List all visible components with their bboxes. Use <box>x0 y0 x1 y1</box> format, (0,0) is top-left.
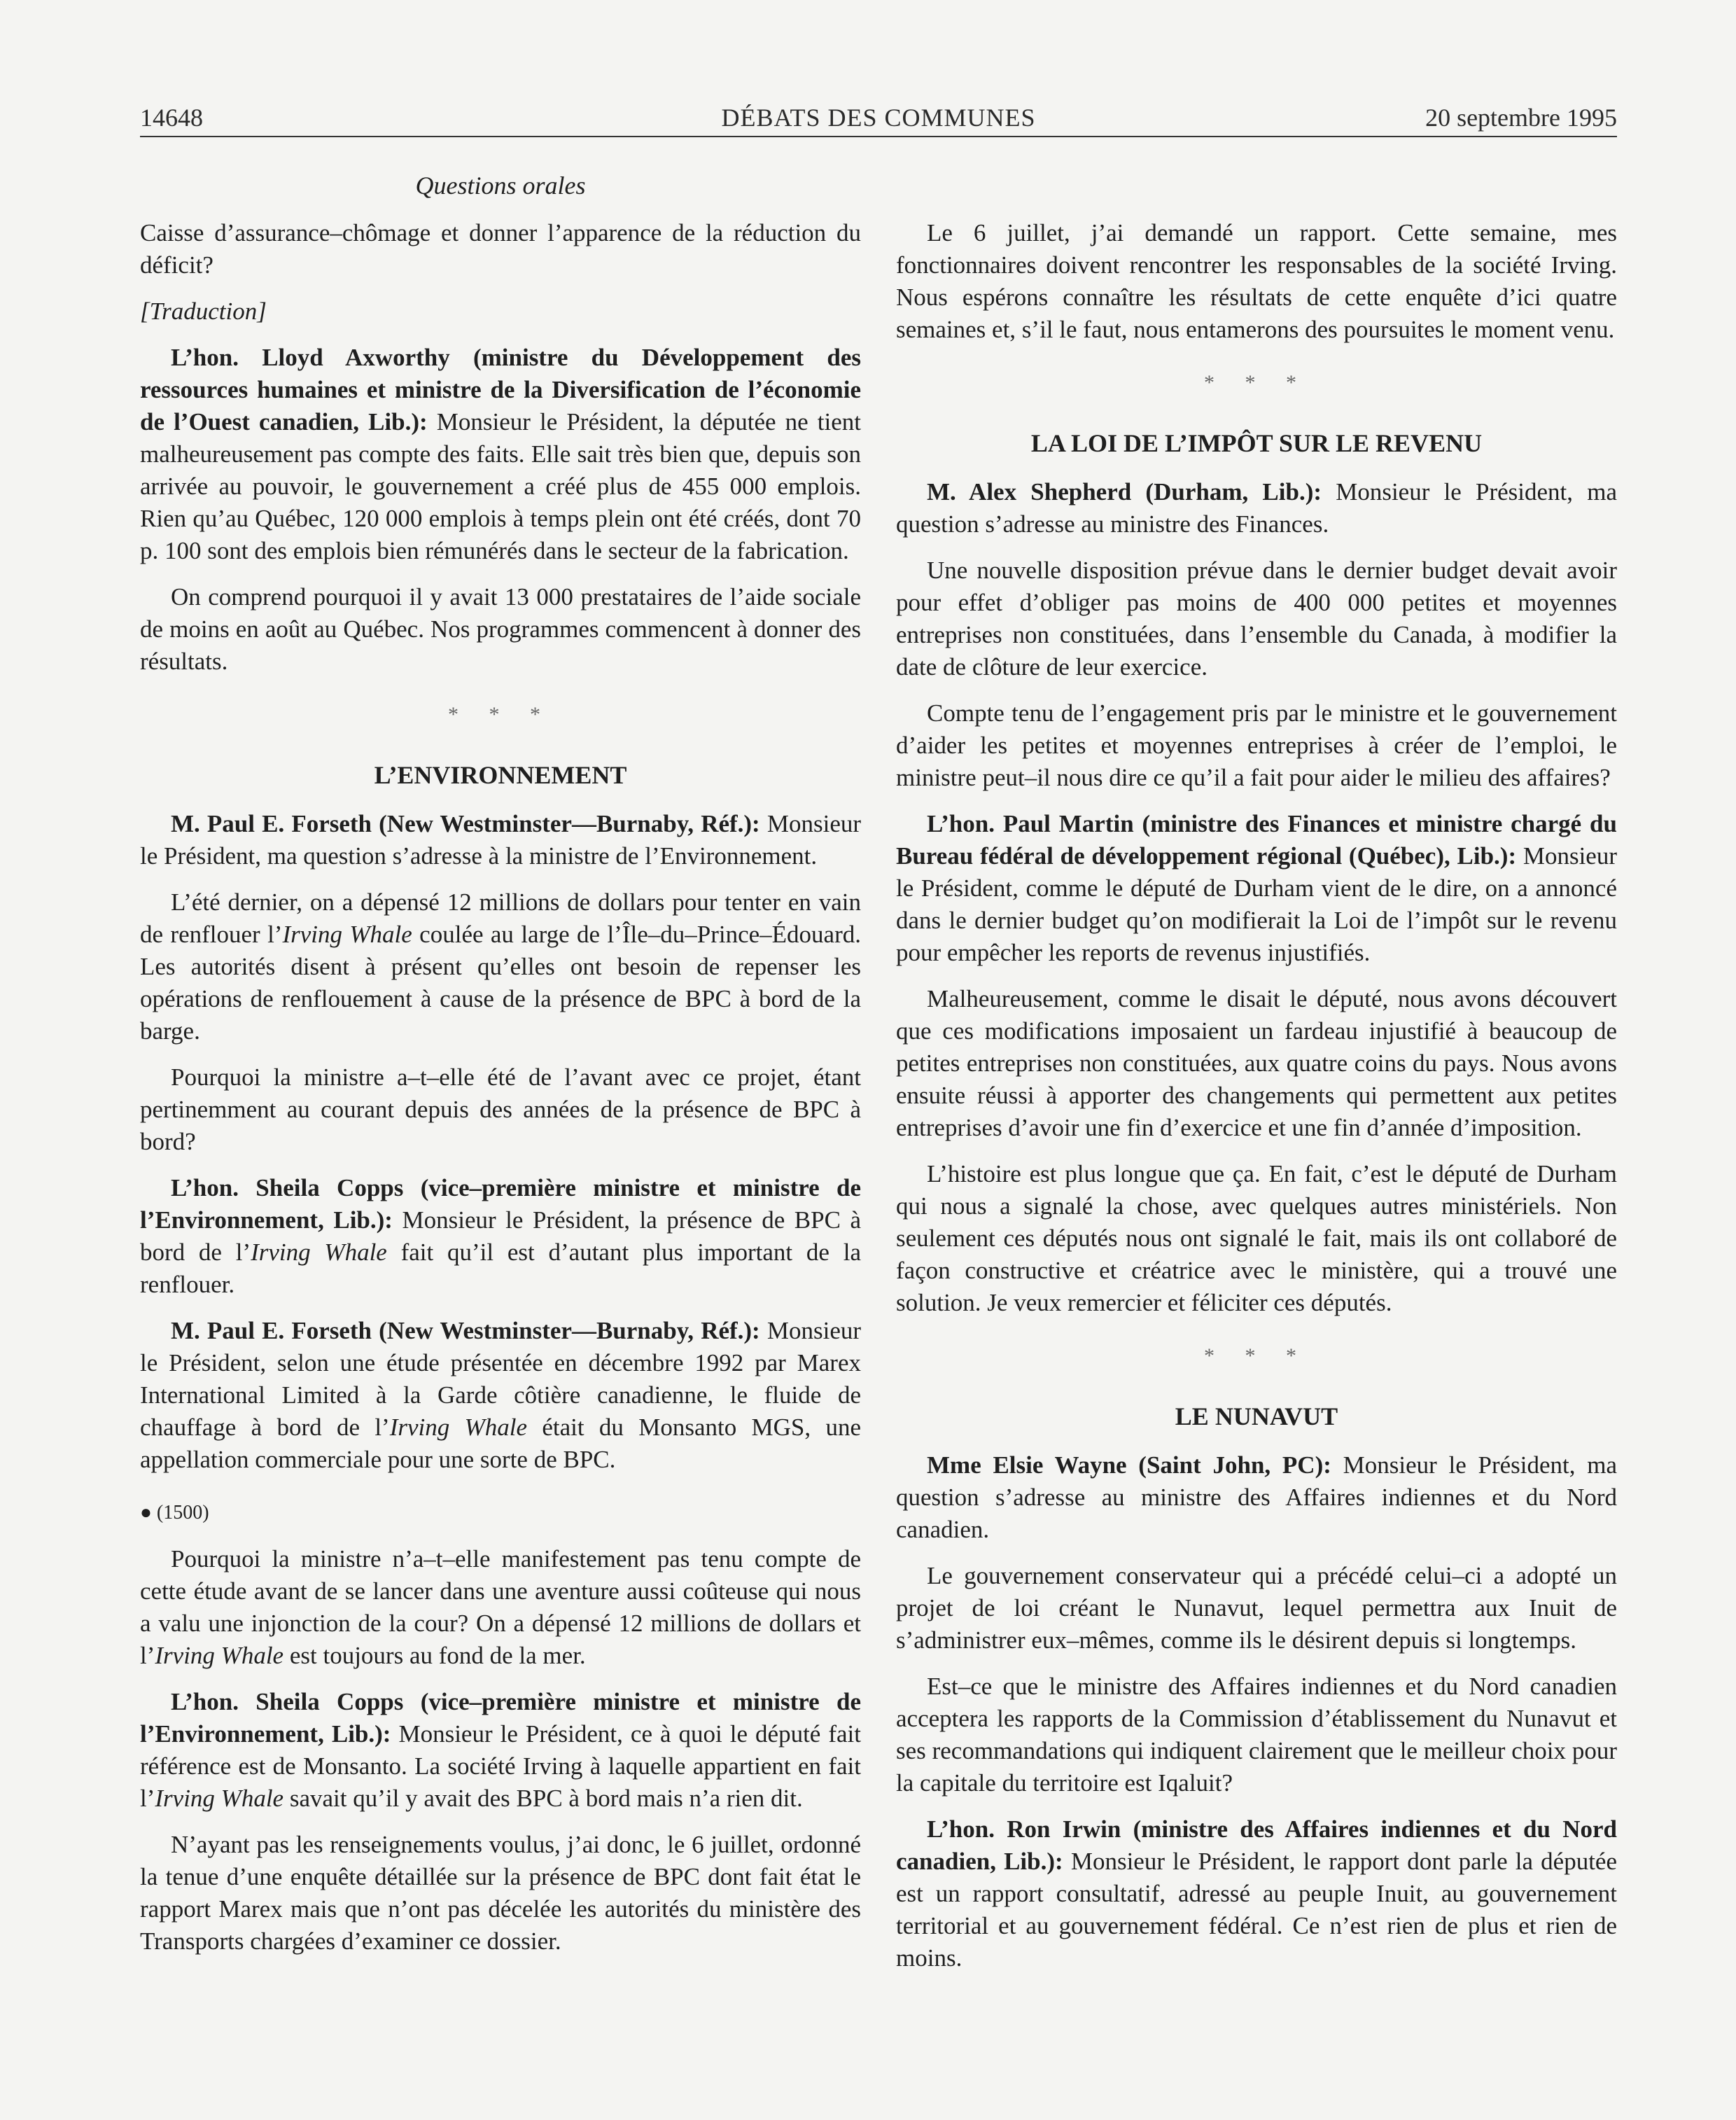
publication-title: DÉBATS DES COMMUNES <box>721 104 1036 132</box>
paragraph: M. Paul E. Forseth (New Westminster—Burnaby, Réf.): Monsieur le Président, ma question s’adresse à la ministre de l’Environnement. <box>140 810 862 870</box>
section-heading: LE NUNAVUT <box>1175 1402 1338 1430</box>
paragraph: Caisse d’assurance–chômage et donner l’apparence de la réduction du déficit? <box>140 219 861 279</box>
ship-name: Irving Whale <box>282 921 412 948</box>
speaker: Mme Elsie Wayne (Saint John, PC): <box>927 1451 1331 1479</box>
paragraph: L’histoire est plus longue que ça. En fait, c’est le député de Durham qui nous a signalé la chose, avec quelques autres ministériels. Non seulement ces députés nous ont signalé le fait, mais ils ont collaboré de façon constructive et créatrice avec le ministère, qui a trouvé une solution. Je veux remercier et féliciter ces députés. <box>896 1160 1617 1316</box>
speaker: L’hon. Lloyd Axworthy (ministre du Développement des ressources humaines et ministre de la Diversification de l’économie de l’Ouest canadien, Lib.): <box>140 344 861 435</box>
paragraph: Le gouvernement conservateur qui a précédé celui–ci a adopté un projet de loi créant le Nunavut, lequel permettra aux Inuit de s’administrer eux–mêmes, comme ils le désirent depuis si longtemps. <box>896 1562 1617 1654</box>
speaker: L’hon. Ron Irwin (ministre des Affaires indiennes et du Nord canadien, Lib.): <box>896 1815 1617 1875</box>
speaker: M. Paul E. Forseth (New Westminster—Burnaby, Réf.): <box>171 810 760 837</box>
paragraph: L’hon. Sheila Copps (vice–première ministre et ministre de l’Environnement, Lib.): Monsieur le Président, ce à quoi le député fait référence est de Monsanto. La société Irving à laquelle appartient en fait l’Irving Whale savait qu’il y avait des BPC à bord mais n’a rien dit. <box>140 1688 861 1812</box>
section-separator: * * * <box>448 703 553 726</box>
page-header <box>140 97 1617 139</box>
paragraph: M. Alex Shepherd (Durham, Lib.): Monsieur le Président, ma question s’adresse au ministre des Finances. <box>896 478 1617 538</box>
paragraph: N’ayant pas les renseignements voulus, j’ai donc, le 6 juillet, ordonné la tenue d’une enquête détaillée sur la présence de BPC dont fait état le rapport Marex mais que n’ont pas décelée les autorités du ministère des Transports chargées d’examiner ce dossier. <box>140 1831 861 1955</box>
speaker: L’hon. Sheila Copps (vice–première ministre et ministre de l’Environnement, Lib.): <box>140 1688 861 1748</box>
ship-name: Irving Whale <box>155 1642 284 1669</box>
translation-note: [Traduction] <box>140 298 267 325</box>
paragraph: L’hon. Ron Irwin (ministre des Affaires indiennes et du Nord canadien, Lib.): Monsieur le Président, le rapport dont parle la députée est un rapport consultatif, adressé au peuple Inuit, au gouvernement territorial et au gouvernement fédéral. Ce n’est rien de plus et rien de moins. <box>896 1815 1617 1972</box>
section-heading: L’ENVIRONNEMENT <box>374 761 627 789</box>
paragraph: On comprend pourquoi il y avait 13 000 prestataires de l’aide sociale de moins en août au Québec. Nos programmes commencent à donner des résultats. <box>140 583 861 675</box>
section-separator: * * * <box>1204 1344 1309 1367</box>
paragraph: L’hon. Paul Martin (ministre des Finances et ministre chargé du Bureau fédéral de développement régional (Québec), Lib.): Monsieur le Président, comme le député de Durham vient de le dire, on a annoncé dans le dernier budget qu’on modifierait la Loi de l’impôt sur le revenu pour empêcher les reports de revenus injustifiés. <box>896 810 1617 966</box>
section-heading: LA LOI DE L’IMPÔT SUR LE REVENU <box>1030 429 1483 457</box>
publication-date: 20 septembre 1995 <box>1425 104 1617 132</box>
speaker: M. Alex Shepherd (Durham, Lib.): <box>927 478 1322 505</box>
paragraph: Pourquoi la ministre a–t–elle été de l’avant avec ce projet, étant pertinemment au courant depuis des années de la présence de BPC à bord? <box>140 1064 861 1155</box>
speaker: M. Paul E. Forseth (New Westminster—Burnaby, Réf.): <box>171 1317 760 1344</box>
paragraph: Le 6 juillet, j’ai demandé un rapport. Cette semaine, mes fonctionnaires doivent rencontrer les responsables de la société Irving. Nous espérons connaître les résultats de cette enquête d’ici quatre semaines et, s’il le faut, nous entamerons des poursuites le moment venu. <box>896 219 1617 343</box>
paragraph: Compte tenu de l’engagement pris par le ministre et le gouvernement d’aider les petites et moyennes entreprises à créer de l’emploi, le ministre peut–il nous dire ce qu’il a fait pour aider le milieu des affaires? <box>896 699 1617 791</box>
paragraph: L’hon. Lloyd Axworthy (ministre du Développement des ressources humaines et ministre de la Diversification de l’économie de l’Ouest canadien, Lib.): Monsieur le Président, la députée ne tient malheureusement pas compte des faits. Elle sait très bien que, depuis son arrivée au pouvoir, le gouvernement a créé plus de 455 000 emplois. Rien qu’au Québec, 120 000 emplois à temps plein ont été créés, dont 70 p. 100 sont des emplois bien rémunérés dans le secteur de la fabrication. <box>140 344 861 564</box>
running-head: Questions orales <box>415 172 586 200</box>
ship-name: Irving Whale <box>389 1414 527 1441</box>
ship-name: Irving Whale <box>251 1239 387 1266</box>
paragraph: Est–ce que le ministre des Affaires indiennes et du Nord canadien acceptera les rapports de la Commission d’établissement du Nunavut et ses recommandations qui indiquent clairement que le meilleur choix pour la capitale du territoire est Iqaluit? <box>896 1673 1617 1797</box>
paragraph: Malheureusement, comme le disait le député, nous avons découvert que ces modifications imposaient un fardeau injustifié à beaucoup de petites entreprises non constituées, aux quatre coins du pays. Nous avons ensuite réussi à apporter des changements qui permettent aux petites entreprises d’avoir une fin d’exercice et une fin d’année d’imposition. <box>896 985 1617 1141</box>
page-number: 14648 <box>140 104 203 132</box>
paragraph: L’hon. Sheila Copps (vice–première ministre et ministre de l’Environnement, Lib.): Monsieur le Président, la présence de BPC à bord de l’Irving Whale fait qu’il est d’autant plus important de la renflouer. <box>140 1174 861 1298</box>
speaker: L’hon. Paul Martin (ministre des Finances et ministre chargé du Bureau fédéral de développement régional (Québec), Lib.): <box>896 810 1617 870</box>
speaker: L’hon. Sheila Copps (vice–première ministre et ministre de l’Environnement, Lib.): <box>140 1174 861 1234</box>
time-marker: ● (1500) <box>140 1502 209 1523</box>
paragraph: L’été dernier, on a dépensé 12 millions de dollars pour tenter en vain de renflouer l’Irving Whale coulée au large de l’Île–du–Prince–Édouard. Les autorités disent à présent qu’elles ont besoin de repenser les opérations de renflouement à cause de la présence de BPC à bord de la barge. <box>140 888 861 1045</box>
ship-name: Irving Whale <box>155 1785 284 1812</box>
right-column <box>896 217 1617 1988</box>
section-separator: * * * <box>1204 371 1309 394</box>
paragraph: Pourquoi la ministre n’a–t–elle manifestement pas tenu compte de cette étude avant de se lancer dans une aventure aussi coûteuse qui nous a valu une injonction de la cour? On a dépensé 12 millions de dollars et l’Irving Whale est toujours au fond de la mer. <box>140 1545 861 1669</box>
paragraph: Une nouvelle disposition prévue dans le dernier budget devait avoir pour effet d’obliger pas moins de 400 000 petites et moyennes entreprises non constituées, dans l’ensemble du Canada, à modifier la date de clôture de leur exercice. <box>896 557 1617 681</box>
paragraph: M. Paul E. Forseth (New Westminster—Burnaby, Réf.): Monsieur le Président, selon une étude présentée en décembre 1992 par Marex International Limited à la Garde côtière canadienne, le fluide de chauffage à bord de l’Irving Whale était du Monsanto MGS, une appellation commerciale pour une sorte de BPC. <box>140 1317 862 1473</box>
left-column <box>140 217 861 1972</box>
header-rule <box>140 136 1617 137</box>
paragraph: Mme Elsie Wayne (Saint John, PC): Monsieur le Président, ma question s’adresse au ministre des Affaires indiennes et du Nord canadien. <box>896 1451 1617 1543</box>
